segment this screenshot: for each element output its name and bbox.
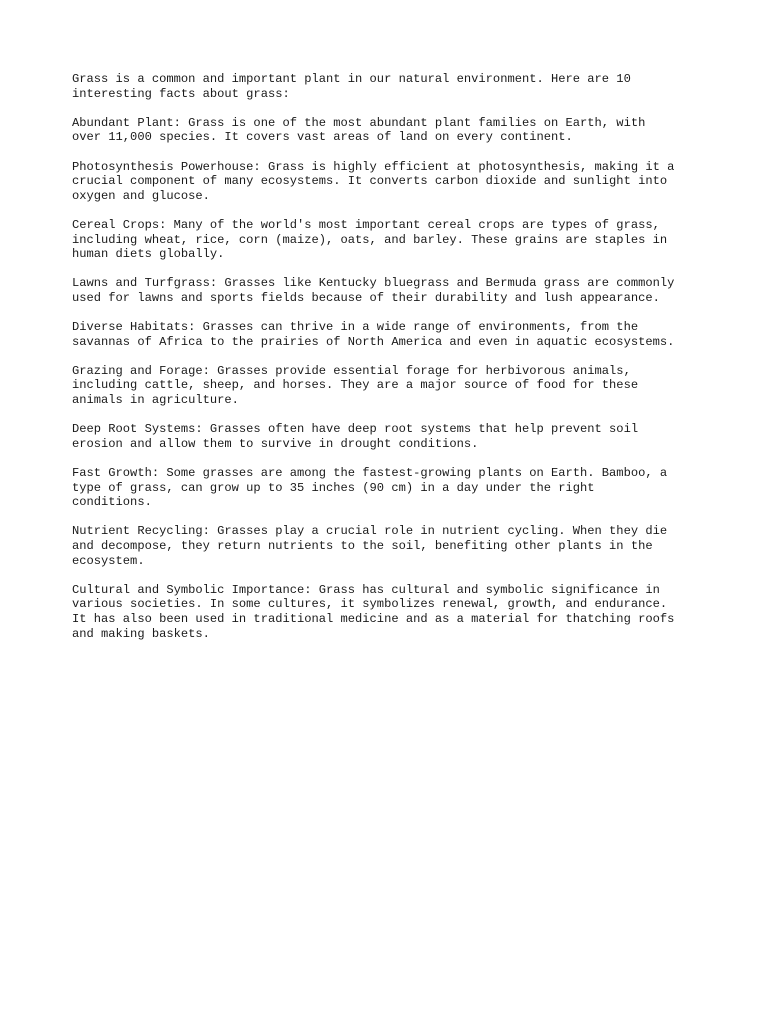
document-body (72, 72, 702, 656)
text-line: interesting facts about grass: (72, 86, 290, 101)
text-line: type of grass, can grow up to 35 inches (90 cm) in a day under the right (72, 480, 595, 495)
fact-paragraph-lawns (72, 276, 702, 305)
text-line: over 11,000 species. It covers vast areas of land on every continent. (72, 130, 573, 145)
text-line: oxygen and glucose. (72, 188, 210, 203)
text-line: Fast Growth: Some grasses are among the fastest-growing plants on Earth. Bamboo, a (72, 466, 668, 481)
text-line: human diets globally. (72, 247, 225, 262)
intro-paragraph (72, 72, 702, 101)
fact-paragraph-grazing (72, 364, 702, 408)
text-line: used for lawns and sports fields because of their durability and lush appearance. (72, 290, 660, 305)
text-line: animals in agriculture. (72, 393, 239, 408)
text-line: Deep Root Systems: Grasses often have deep root systems that help prevent soil (72, 422, 639, 437)
fact-paragraph-roots (72, 422, 702, 451)
text-line: Cultural and Symbolic Importance: Grass has cultural and symbolic significance in (72, 582, 660, 597)
text-line: Grazing and Forage: Grasses provide essential forage for herbivorous animals, (72, 363, 631, 378)
text-line: and decompose, they return nutrients to the soil, benefiting other plants in the (72, 539, 653, 553)
text-line: Grass is a common and important plant in our natural environment. Here are 10 (72, 72, 631, 86)
text-line: Lawns and Turfgrass: Grasses like Kentucky bluegrass and Bermuda grass are commonly (72, 276, 675, 291)
text-line: Abundant Plant: Grass is one of the most abundant plant families on Earth, with (72, 115, 646, 130)
text-line: including wheat, rice, corn (maize), oats, and barley. These grains are staples in (72, 232, 668, 247)
fact-paragraph-habitats (72, 320, 702, 349)
text-line: ecosystem. (72, 553, 145, 568)
text-line: Photosynthesis Powerhouse: Grass is highly efficient at photosynthesis, making it a (72, 159, 675, 174)
text-line: Cereal Crops: Many of the world's most important cereal crops are types of grass, (72, 217, 660, 232)
text-line: conditions. (72, 495, 152, 510)
text-line: Diverse Habitats: Grasses can thrive in a wide range of environments, from the (72, 320, 639, 335)
fact-paragraph-photosynthesis (72, 160, 702, 204)
fact-paragraph-cereal-crops (72, 218, 702, 262)
text-line: including cattle, sheep, and horses. They are a major source of food for these (72, 378, 639, 393)
fact-paragraph-nutrients (72, 524, 702, 568)
fact-paragraph-growth (72, 466, 702, 510)
fact-paragraph-cultural (72, 583, 702, 641)
text-line: various societies. In some cultures, it symbolizes renewal, growth, and endurance. (72, 597, 668, 612)
text-line: savannas of Africa to the prairies of North America and even in aquatic ecosystems. (72, 334, 675, 349)
text-line: crucial component of many ecosystems. It converts carbon dioxide and sunlight into (72, 174, 668, 189)
text-line: Nutrient Recycling: Grasses play a crucial role in nutrient cycling. When they die (72, 524, 668, 539)
text-line: It has also been used in traditional medicine and as a material for thatching roofs (72, 611, 675, 626)
text-line: erosion and allow them to survive in drought conditions. (72, 436, 479, 451)
text-line: and making baskets. (72, 626, 210, 641)
fact-paragraph-abundant-plant (72, 116, 702, 145)
